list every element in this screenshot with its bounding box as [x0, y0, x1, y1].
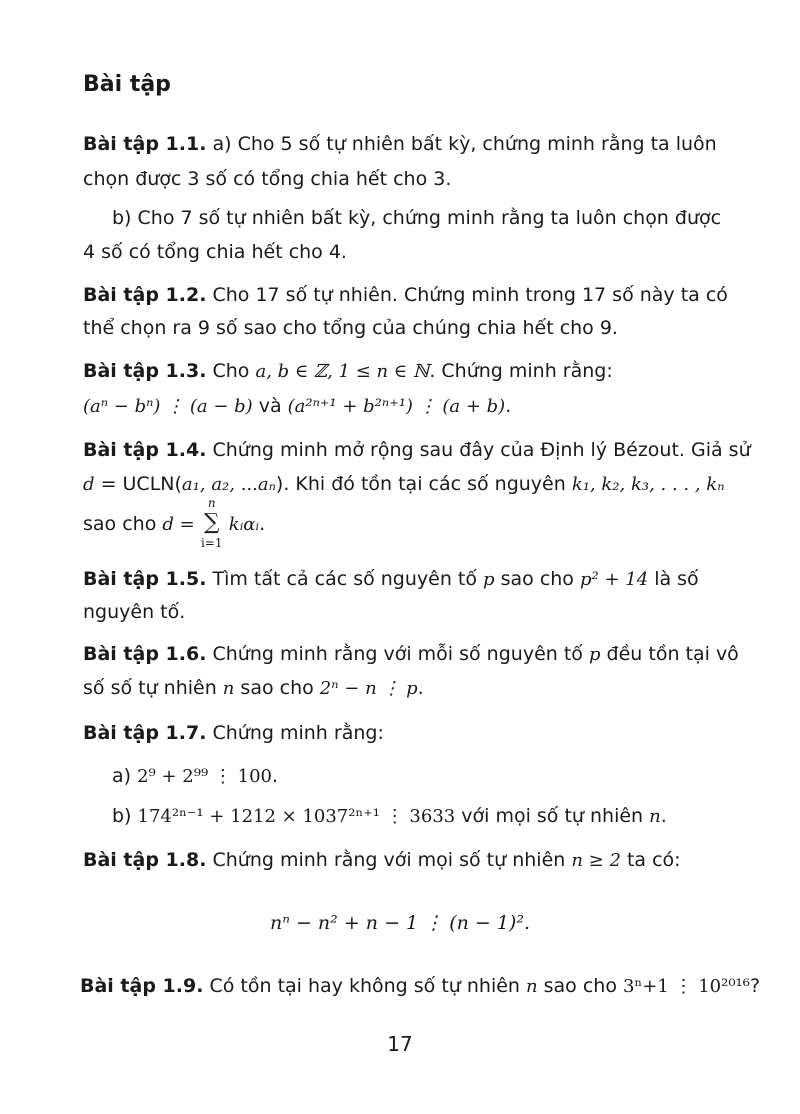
exercise-1-6-text-b: đều tồn tại vô [600, 643, 739, 665]
exercise-1-3-text-b: . Chứng minh rằng: [429, 360, 613, 382]
exercise-1-8-text-b: ta có: [620, 849, 681, 871]
exercise-1-5-line-2: nguyên tố. [83, 601, 186, 623]
exercise-1-9-n: n [526, 976, 538, 997]
exercise-1-5-p: p [483, 569, 495, 590]
exercise-1-7-part-b-n: n [649, 806, 661, 827]
exercise-1-7-part-b [112, 805, 667, 827]
exercise-1-1-label: Bài tập 1.1. [83, 133, 207, 155]
exercise-1-9-end: ? [749, 975, 761, 997]
exercise-1-8-math: n ≥ 2 [571, 850, 621, 871]
exercise-1-3-math-3: (a²ⁿ⁺¹ + b²ⁿ⁺¹) ⋮ (a + b) [287, 396, 506, 417]
exercise-1-4-end: . [259, 513, 266, 535]
exercise-1-4-text-3: sao cho [83, 513, 163, 535]
exercise-1-3-end: . [505, 395, 512, 417]
exercise-1-6-n: n [222, 678, 235, 699]
exercise-1-6-end: . [417, 677, 424, 699]
sum-lower-limit: i=1 [200, 536, 223, 550]
exercise-1-6-text-c: số số tự nhiên [83, 677, 223, 699]
exercise-1-1-text-1: a) Cho 5 số tự nhiên bất kỳ, chứng minh rằng ta luôn [212, 133, 717, 155]
exercise-1-6-text-a: Chứng minh rằng với mỗi số nguyên tố [212, 643, 589, 665]
exercise-1-8-label: Bài tập 1.8. [83, 849, 207, 871]
exercise-1-4-line-1 [83, 439, 751, 461]
exercise-1-7-text-1: Chứng minh rằng: [212, 722, 384, 744]
exercise-1-7-part-a-end: . [272, 765, 279, 787]
exercise-1-7-label: Bài tập 1.7. [83, 722, 207, 744]
exercise-1-4-d: d [83, 474, 95, 495]
page-number: 17 [387, 1032, 413, 1056]
exercise-1-5-math: p² + 14 [579, 569, 649, 590]
exercise-1-1-line-4: 4 số có tổng chia hết cho 4. [83, 241, 347, 263]
exercise-1-3-line-1 [83, 360, 613, 382]
exercise-1-4-math-a: a₁, a₂, ...aₙ [181, 474, 276, 495]
exercise-1-9-label: Bài tập 1.9. [80, 975, 204, 997]
exercise-1-5-label: Bài tập 1.5. [83, 568, 207, 590]
sum-upper-limit: n [207, 496, 216, 510]
exercise-1-4-text-2: ). Khi đó tồn tại các số nguyên [275, 473, 572, 495]
exercise-1-4-text-1: Chứng minh mở rộng sau đây của Định lý Bézout. Giả sử [212, 439, 751, 461]
exercise-1-7-part-b-text: với mọi số tự nhiên [455, 805, 650, 827]
exercise-1-4-ucln: = UCLN( [94, 473, 182, 495]
exercise-1-1-line-1 [83, 133, 717, 155]
exercise-1-6-label: Bài tập 1.6. [83, 643, 207, 665]
exercise-1-1-line-2: chọn được 3 số có tổng chia hết cho 3. [83, 168, 452, 190]
exercise-1-8-text-a: Chứng minh rằng với mọi số tự nhiên [212, 849, 572, 871]
section-title: Bài tập [83, 72, 171, 97]
exercise-1-6-math: 2ⁿ − n ⋮ p [319, 678, 418, 699]
exercise-1-3-mid: và [252, 395, 288, 417]
exercise-1-7-part-b-label: b) [112, 805, 138, 827]
exercise-1-4-line-2 [83, 473, 725, 495]
exercise-1-7-part-a [112, 765, 278, 787]
exercise-1-9-line-1 [80, 975, 760, 997]
exercise-1-1-line-3: b) Cho 7 số tự nhiên bất kỳ, chứng minh rằng ta luôn chọn được [112, 207, 722, 229]
exercise-1-2-line-1 [83, 284, 728, 306]
exercise-1-7-part-b-math: 174²ⁿ⁻¹ + 1212 × 1037²ⁿ⁺¹ ⋮ 3633 [137, 806, 456, 827]
summation-sign [200, 496, 223, 550]
exercise-1-7-part-b-end: . [660, 805, 667, 827]
exercise-1-8-display [0, 912, 800, 934]
exercise-1-6-p: p [588, 644, 601, 665]
exercise-1-5-text-a: Tìm tất cả các số nguyên tố [212, 568, 484, 590]
exercise-1-7-part-a-math: 2⁹ + 2⁹⁹ ⋮ 100 [137, 766, 272, 787]
exercise-1-3-text-a: Cho [212, 360, 256, 382]
exercise-1-9-math: 3ⁿ+1 ⋮ 10²⁰¹⁶ [623, 976, 750, 997]
sigma-icon: ∑ [203, 510, 220, 535]
exercise-1-4-label: Bài tập 1.4. [83, 439, 207, 461]
exercise-1-4-line-3 [83, 496, 266, 550]
exercise-1-5-text-b: sao cho [494, 568, 580, 590]
exercise-1-3-math-2: (aⁿ − bⁿ) ⋮ (a − b) [83, 396, 253, 417]
exercise-1-4-math-k: k₁, k₂, k₃, . . . , kₙ [571, 474, 725, 495]
exercise-1-4-math-d: d = [162, 514, 195, 535]
exercise-1-9-text-a: Có tồn tại hay không số tự nhiên [209, 975, 526, 997]
exercise-1-4-term: kᵢαᵢ [228, 514, 260, 535]
exercise-1-6-text-d: sao cho [234, 677, 320, 699]
exercise-1-9-text-b: sao cho [537, 975, 623, 997]
exercise-1-5-text-c: là số [648, 568, 699, 590]
exercise-1-5-line-1 [83, 568, 699, 590]
exercise-1-8-display-math: nⁿ − n² + n − 1 ⋮ (n − 1)². [270, 912, 530, 934]
exercise-1-3-math-1: a, b ∈ ℤ, 1 ≤ n ∈ ℕ [255, 361, 430, 382]
exercise-1-2-text-1: Cho 17 số tự nhiên. Chứng minh trong 17 số này ta có [212, 284, 728, 306]
exercise-1-7-part-a-label: a) [112, 765, 138, 787]
exercise-1-2-label: Bài tập 1.2. [83, 284, 207, 306]
exercise-1-8-line-1 [83, 849, 681, 871]
exercise-1-3-line-2 [83, 395, 511, 417]
exercise-1-6-line-2 [83, 677, 424, 699]
exercise-1-7-line-1 [83, 722, 384, 744]
exercise-1-3-label: Bài tập 1.3. [83, 360, 207, 382]
exercise-1-6-line-1 [83, 643, 739, 665]
exercise-1-2-line-2: thể chọn ra 9 số sao cho tổng của chúng chia hết cho 9. [83, 317, 618, 339]
